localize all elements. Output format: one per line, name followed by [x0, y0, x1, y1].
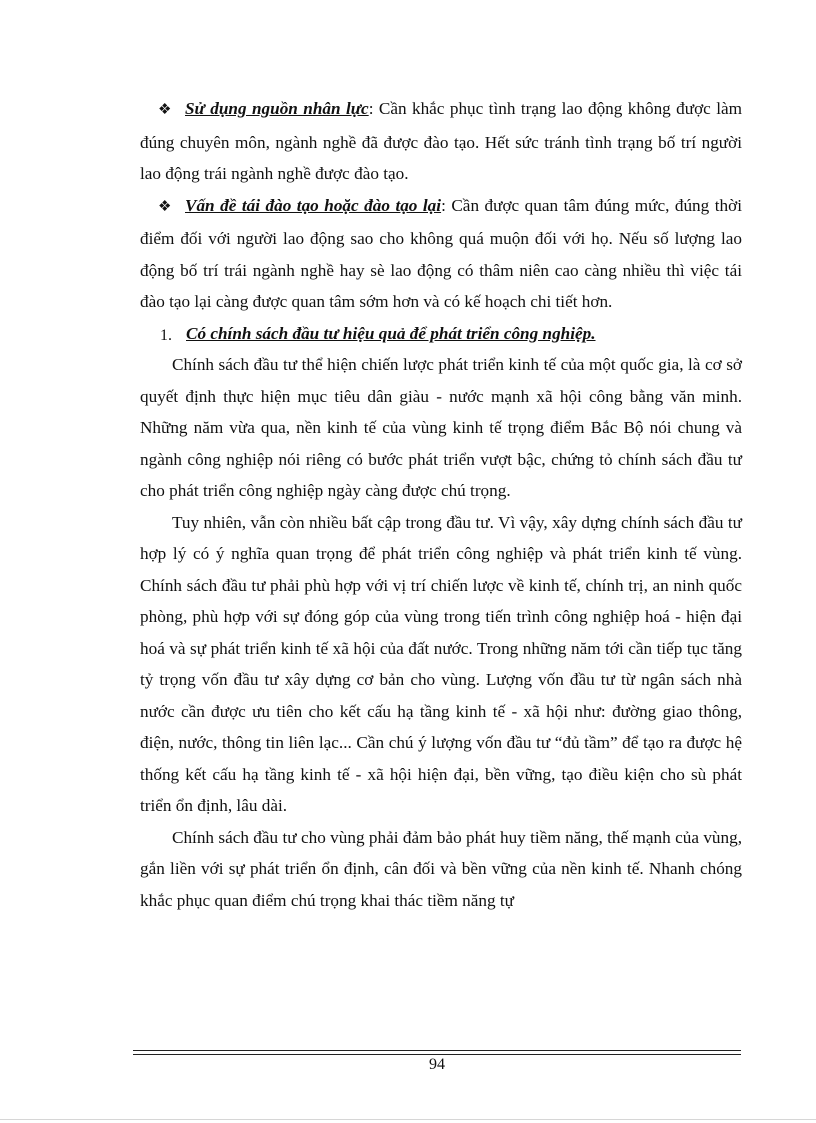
paragraph: Chính sách đầu tư cho vùng phải đảm bảo phát huy tiềm năng, thế mạnh của vùng, gắn liền với sự phát triển ổn định, cân đối và bền vững của nền kinh tế. Nhanh chóng khắc phục quan điểm chú trọng khai thác tiềm năng tự	[140, 827, 742, 910]
heading-number: 1.	[160, 326, 172, 344]
bullet-body: : Cần khắc phục tình trạng lao động không được làm đúng chuyên môn, ngành nghề đã được đào tạo. Hết sức tránh tình trạng bố trí người lao động trái ngành nghề được đào tạo.	[140, 99, 742, 183]
footer-double-rule	[133, 1050, 741, 1055]
bullet-title: Sử dụng nguồn nhân lực	[185, 99, 369, 118]
bullet-title: Vấn đề tái đào tạo hoặc đào tạo lại	[185, 195, 442, 215]
paragraph: Tuy nhiên, vẫn còn nhiều bất cập trong đầu tư. Vì vậy, xây dựng chính sách đầu tư hợp lý có ý nghĩa quan trọng để phát triển công nghiệp và phát triển kinh tế vùng. Chính sách đầu tư phải phù hợp với vị trí chiến lược về kinh tế, chính trị, an ninh quốc phòng, phù hợp với sự đóng góp của vùng trong tiến trình công nghiệp hoá - hiện đại hoá và sự phát triển kinh tế xã hội của đất nước. Trong những năm tới cần tiếp tục tăng tỷ trọng vốn đầu tư xây dựng cơ bản cho vùng. Lượng vốn đầu tư từ ngân sách nhà nước cần được ưu tiên cho kết cấu hạ tầng kinh tế - xã hội như: đường giao thông, điện, nước, thông tin liên lạc... Cần chú ý lượng vốn đầu tư “đủ tầm” để tạo ra được hệ thống kết cấu hạ tầng kinh tế - xã hội hiện đại, bền vững, tạo điều kiện cho sù phát triển ổn định, lâu dài.	[140, 512, 742, 815]
section-heading	[140, 318, 742, 350]
heading-text: Có chính sách đầu tư hiệu quả để phát triển công nghiệp.	[186, 323, 596, 343]
paragraph: Chính sách đầu tư thể hiện chiến lược phát triển kinh tế của một quốc gia, là cơ sở quyết định thực hiện mục tiêu dân giàu - nước mạnh xã hội công bằng văn minh. Những năm vừa qua, nền kinh tế của vùng kinh tế trọng điểm Bắc Bộ nói chung và ngành công nghiệp nói riêng có bước phát triển vượt bậc, chứng tỏ chính sách đầu tư cho phát triển công nghiệp ngày càng được chú trọng.	[140, 355, 742, 500]
page-edge-line	[0, 1119, 816, 1120]
bullet-item-human-resources	[140, 93, 742, 190]
diamond-bullet-icon: ❖	[158, 102, 172, 118]
bullet-body: : Cần được quan tâm đúng mức, đúng thời điểm đối với người lao động sao cho không quá muộn đối với họ. Nếu số lượng lao động bố trí trái ngành nghề hay sè lao động có thâm niên cao càng nhiều thì việc tái đào tạo lại càng được quan tâm sớm hơn và có kế hoạch chi tiết hơn.	[140, 195, 742, 311]
bullet-item-retraining	[140, 190, 742, 318]
diamond-bullet-icon: ❖	[158, 198, 172, 215]
page-number: 94	[429, 1056, 445, 1073]
body-text	[140, 93, 742, 916]
